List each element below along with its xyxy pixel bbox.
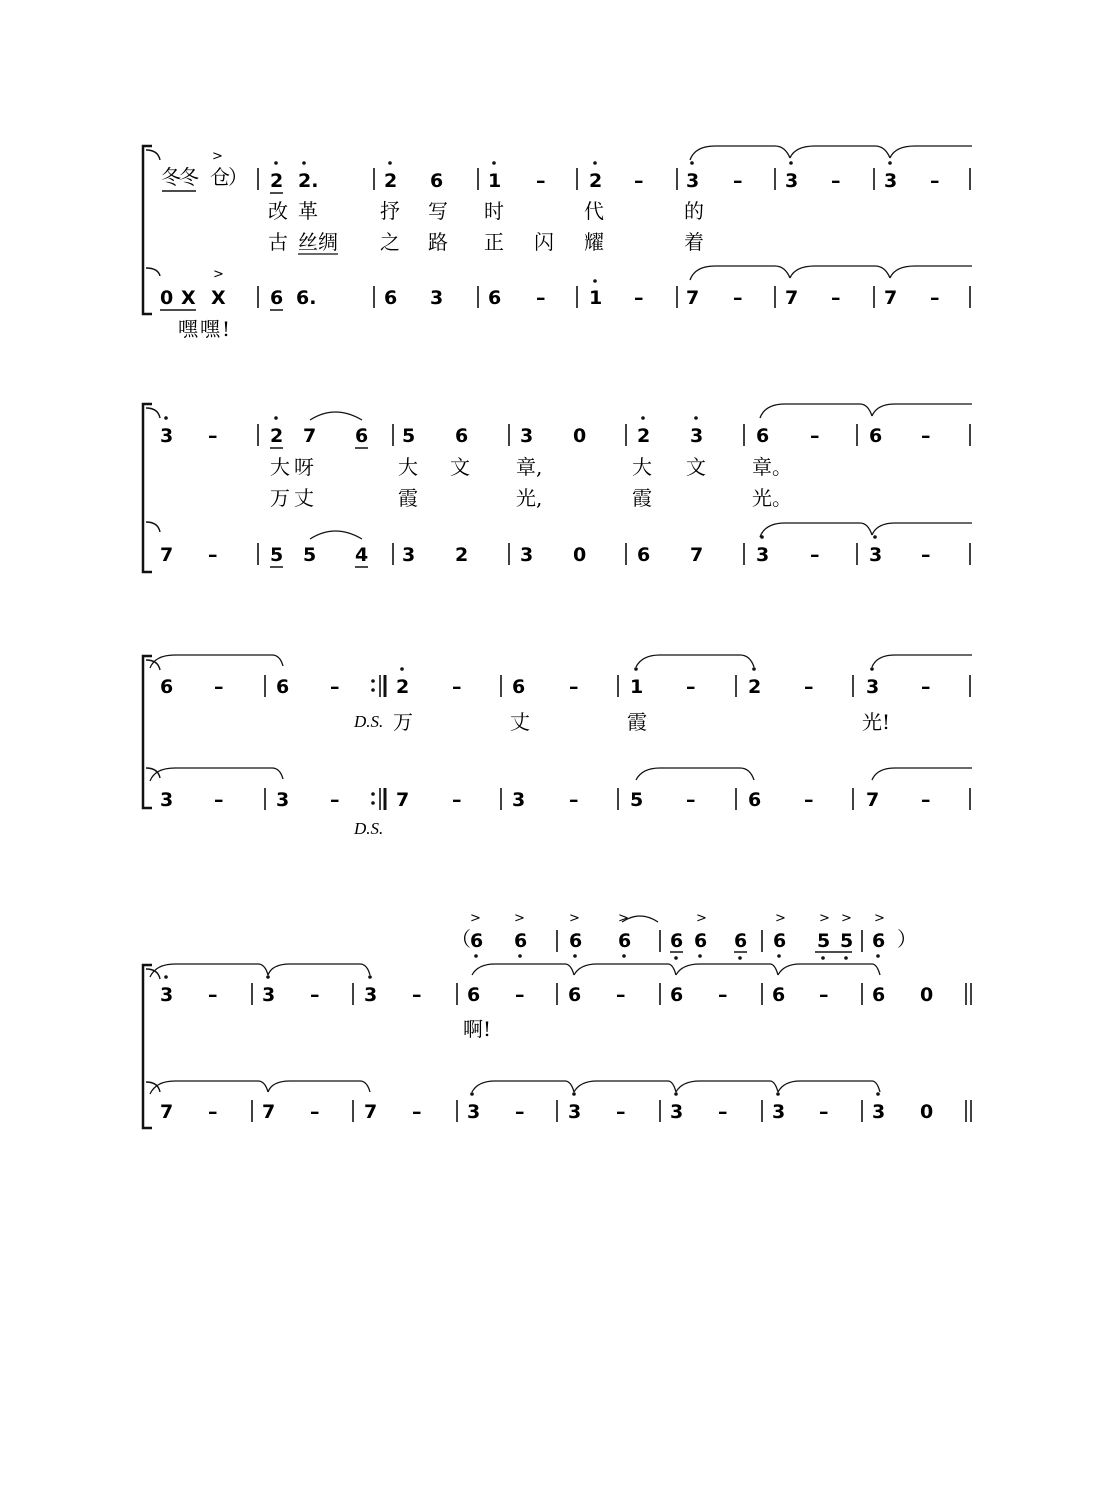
svg-text:>: >	[775, 911, 786, 926]
dash: –	[310, 1101, 320, 1123]
lyric: 万	[270, 486, 290, 510]
lyric: 大	[270, 455, 290, 479]
note: 4	[355, 544, 369, 566]
lyric: 正	[484, 230, 504, 254]
note: 3	[520, 425, 534, 447]
intro-dong-1: 冬	[161, 165, 181, 189]
lyric: 大	[398, 455, 418, 479]
note: 1	[630, 676, 644, 698]
note: 6	[514, 930, 528, 952]
upper-staff	[160, 425, 931, 447]
barlines	[258, 286, 970, 308]
dash: –	[515, 984, 525, 1006]
system-brace	[143, 965, 160, 1128]
note: 6	[430, 170, 444, 192]
note: 5	[303, 544, 317, 566]
lyric: 绸	[318, 230, 338, 254]
note: 6	[470, 930, 484, 952]
note: X	[181, 287, 196, 309]
lyric: 抒	[380, 199, 400, 223]
note: 6	[384, 287, 398, 309]
dash: –	[634, 170, 644, 192]
lyric: 霞	[627, 710, 647, 734]
lyric: 嘿	[200, 317, 220, 341]
lower-staff	[160, 544, 931, 566]
dash: –	[733, 170, 743, 192]
svg-text:>: >	[470, 911, 481, 926]
note: 7	[686, 287, 700, 309]
note: 3	[670, 1101, 684, 1123]
note: 3	[467, 1101, 481, 1123]
note: 3	[430, 287, 444, 309]
note: 3	[160, 984, 174, 1006]
ds-marking: D.S.	[354, 819, 384, 838]
dash: –	[208, 544, 218, 566]
dash: –	[616, 1101, 626, 1123]
note: 5	[270, 544, 284, 566]
dash: –	[452, 789, 462, 811]
dash: –	[819, 984, 829, 1006]
dash: –	[804, 789, 814, 811]
dash: –	[214, 676, 224, 698]
note: 2	[384, 170, 398, 192]
lyric: 大	[632, 455, 652, 479]
note: 3	[884, 170, 898, 192]
note: 7	[160, 544, 174, 566]
note: 6	[872, 930, 886, 952]
lyric: 光!	[862, 710, 891, 734]
dash: –	[616, 984, 626, 1006]
percussion-row	[451, 911, 917, 960]
dash: –	[718, 984, 728, 1006]
note: 0	[573, 425, 587, 447]
lyric: 文	[450, 455, 470, 479]
dash: –	[921, 789, 931, 811]
note: 2	[589, 170, 603, 192]
note: 3	[262, 984, 276, 1006]
lower-staff	[160, 789, 931, 811]
note: 2	[455, 544, 469, 566]
svg-text:>: >	[569, 911, 580, 926]
dash: –	[930, 170, 940, 192]
note: 6	[270, 287, 284, 309]
lyric: 丝	[298, 230, 318, 254]
ties	[150, 655, 972, 781]
lyric: 霞	[398, 486, 418, 510]
system-2	[143, 404, 972, 572]
note: 1	[488, 170, 502, 192]
dash: –	[733, 287, 743, 309]
note: 7	[160, 1101, 174, 1123]
system-brace	[143, 404, 160, 572]
note: 3	[772, 1101, 786, 1123]
svg-text:>: >	[841, 911, 852, 926]
lower-staff	[160, 266, 972, 341]
note: 6	[869, 425, 883, 447]
note: 6	[488, 287, 502, 309]
accent-mark: >	[212, 149, 223, 164]
lyric: 着	[684, 230, 704, 254]
dash: –	[930, 287, 940, 309]
note: 3	[520, 544, 534, 566]
note: 7	[303, 425, 317, 447]
note: 2.	[298, 170, 319, 192]
note: 6	[748, 789, 762, 811]
rest: 0	[920, 1101, 934, 1123]
note: 6	[160, 676, 174, 698]
dash: –	[831, 287, 841, 309]
lyric: 代	[584, 199, 604, 223]
note: 6	[756, 425, 770, 447]
note: 7	[262, 1101, 276, 1123]
repeat-dots	[371, 679, 375, 805]
dash: –	[634, 287, 644, 309]
lyric: 文	[686, 455, 706, 479]
note: 5	[402, 425, 416, 447]
dash: –	[536, 170, 546, 192]
lyric: 革	[298, 199, 318, 223]
dash: –	[208, 1101, 218, 1123]
lyric: 呀	[294, 455, 314, 479]
dash: –	[921, 676, 931, 698]
note: 5	[630, 789, 644, 811]
ds-marking: D.S.	[354, 712, 384, 731]
lyric: 闪	[534, 230, 554, 254]
lyric: 丈	[294, 486, 314, 510]
lyrics-verse-2	[270, 486, 792, 510]
lyric: 写	[428, 199, 448, 223]
octave-dots	[274, 161, 892, 165]
dash: –	[310, 984, 320, 1006]
lyric: !	[222, 317, 231, 341]
lyric: 霞	[632, 486, 652, 510]
dash: –	[569, 676, 579, 698]
note: 5	[817, 930, 831, 952]
note: 3	[756, 544, 770, 566]
rest: 0	[920, 984, 934, 1006]
lyric: 丈	[510, 710, 530, 734]
note: 6	[773, 930, 787, 952]
note: 3	[690, 425, 704, 447]
dash: –	[412, 984, 422, 1006]
low-octave-dots	[474, 954, 880, 960]
lyric: 时	[484, 199, 504, 223]
svg-text:>: >	[514, 911, 525, 926]
svg-text:>: >	[819, 911, 830, 926]
lower-staff	[160, 1101, 933, 1123]
note: 0	[573, 544, 587, 566]
octave-dots	[400, 667, 874, 671]
note: 6.	[296, 287, 317, 309]
note: 6	[670, 930, 684, 952]
note: 5	[840, 930, 854, 952]
note: 3	[869, 544, 883, 566]
note: 6	[694, 930, 708, 952]
note: 7	[690, 544, 704, 566]
note: 3	[512, 789, 526, 811]
dash: –	[810, 544, 820, 566]
dash: –	[819, 1101, 829, 1123]
dash: –	[452, 676, 462, 698]
dash: –	[921, 544, 931, 566]
dash: –	[330, 789, 340, 811]
system-brace	[143, 146, 160, 314]
note: 3	[785, 170, 799, 192]
dash: –	[686, 789, 696, 811]
accent-marks	[470, 911, 885, 926]
note: 7	[396, 789, 410, 811]
octave-dot	[593, 279, 597, 283]
note: 3	[276, 789, 290, 811]
note: 6	[276, 676, 290, 698]
ties	[690, 146, 972, 160]
lower-lyric	[178, 317, 230, 341]
lyric: 路	[428, 230, 448, 254]
lyric: 改	[268, 199, 288, 223]
dash: –	[515, 1101, 525, 1123]
system-1	[143, 146, 972, 341]
note: 6	[734, 930, 748, 952]
dash: –	[330, 676, 340, 698]
dash: –	[804, 676, 814, 698]
note: 3	[160, 789, 174, 811]
note: 2	[396, 676, 410, 698]
note: 6	[467, 984, 481, 1006]
note: 7	[364, 1101, 378, 1123]
note: 6	[455, 425, 469, 447]
note: 6	[872, 984, 886, 1006]
accent-mark: >	[213, 267, 224, 282]
dash: –	[831, 170, 841, 192]
system-brace	[143, 656, 160, 808]
dash: –	[718, 1101, 728, 1123]
note: X	[211, 287, 226, 309]
lyrics-verse-1	[268, 199, 704, 223]
note: 6	[772, 984, 786, 1006]
note: 2	[748, 676, 762, 698]
lyric: 光。	[752, 486, 792, 510]
system-4	[143, 911, 971, 1128]
intro-cang: 仓	[210, 165, 230, 189]
note: 3	[866, 676, 880, 698]
note: 3	[872, 1101, 886, 1123]
ties	[690, 266, 972, 280]
dash: –	[214, 789, 224, 811]
lyrics-verse-1	[353, 710, 890, 734]
note: 7	[785, 287, 799, 309]
lyric: 耀	[584, 230, 604, 254]
intro-close-paren: ）	[228, 165, 248, 189]
dash: –	[810, 425, 820, 447]
upper-staff	[160, 984, 933, 1006]
dash: –	[208, 425, 218, 447]
barlines	[252, 983, 971, 1122]
note: 2	[270, 170, 284, 192]
lyric: 光,	[516, 486, 543, 510]
dash: –	[921, 425, 931, 447]
dash: –	[686, 676, 696, 698]
close-paren: ）	[897, 927, 917, 951]
dash: –	[569, 789, 579, 811]
note: 6	[637, 544, 651, 566]
dash: –	[412, 1101, 422, 1123]
note: 1	[589, 287, 603, 309]
intro-dong-2: 冬	[179, 165, 199, 189]
dash: –	[536, 287, 546, 309]
barlines	[265, 675, 970, 810]
note: 6	[355, 425, 369, 447]
note: 6	[568, 984, 582, 1006]
note: 3	[364, 984, 378, 1006]
system-3	[143, 655, 972, 838]
note: 3	[686, 170, 700, 192]
note: 7	[884, 287, 898, 309]
note: 6	[618, 930, 632, 952]
note: 0	[160, 287, 174, 309]
lyric: 嘿	[178, 317, 198, 341]
barlines	[258, 168, 970, 190]
lyric: 的	[684, 199, 704, 223]
note: 6	[569, 930, 583, 952]
svg-text:>: >	[874, 911, 885, 926]
lyric: 章,	[516, 455, 543, 479]
dash: –	[208, 984, 218, 1006]
svg-text:>: >	[618, 911, 629, 926]
lyric: 万	[393, 710, 413, 734]
note: 3	[402, 544, 416, 566]
lyric: 古	[268, 230, 288, 254]
note: 2	[270, 425, 284, 447]
note: 3	[160, 425, 174, 447]
lyric: 章。	[752, 455, 792, 479]
upper-staff	[160, 676, 931, 698]
lyric: 啊!	[463, 1017, 492, 1041]
note: 6	[670, 984, 684, 1006]
note: 6	[512, 676, 526, 698]
note: 7	[866, 789, 880, 811]
lyrics-verse-2	[268, 230, 704, 254]
lyrics-verse-1	[270, 455, 792, 479]
svg-text:>: >	[696, 911, 707, 926]
note: 2	[637, 425, 651, 447]
note: 3	[568, 1101, 582, 1123]
lyric: 之	[380, 230, 400, 254]
open-paren: （	[451, 927, 471, 951]
upper-staff	[161, 146, 972, 193]
